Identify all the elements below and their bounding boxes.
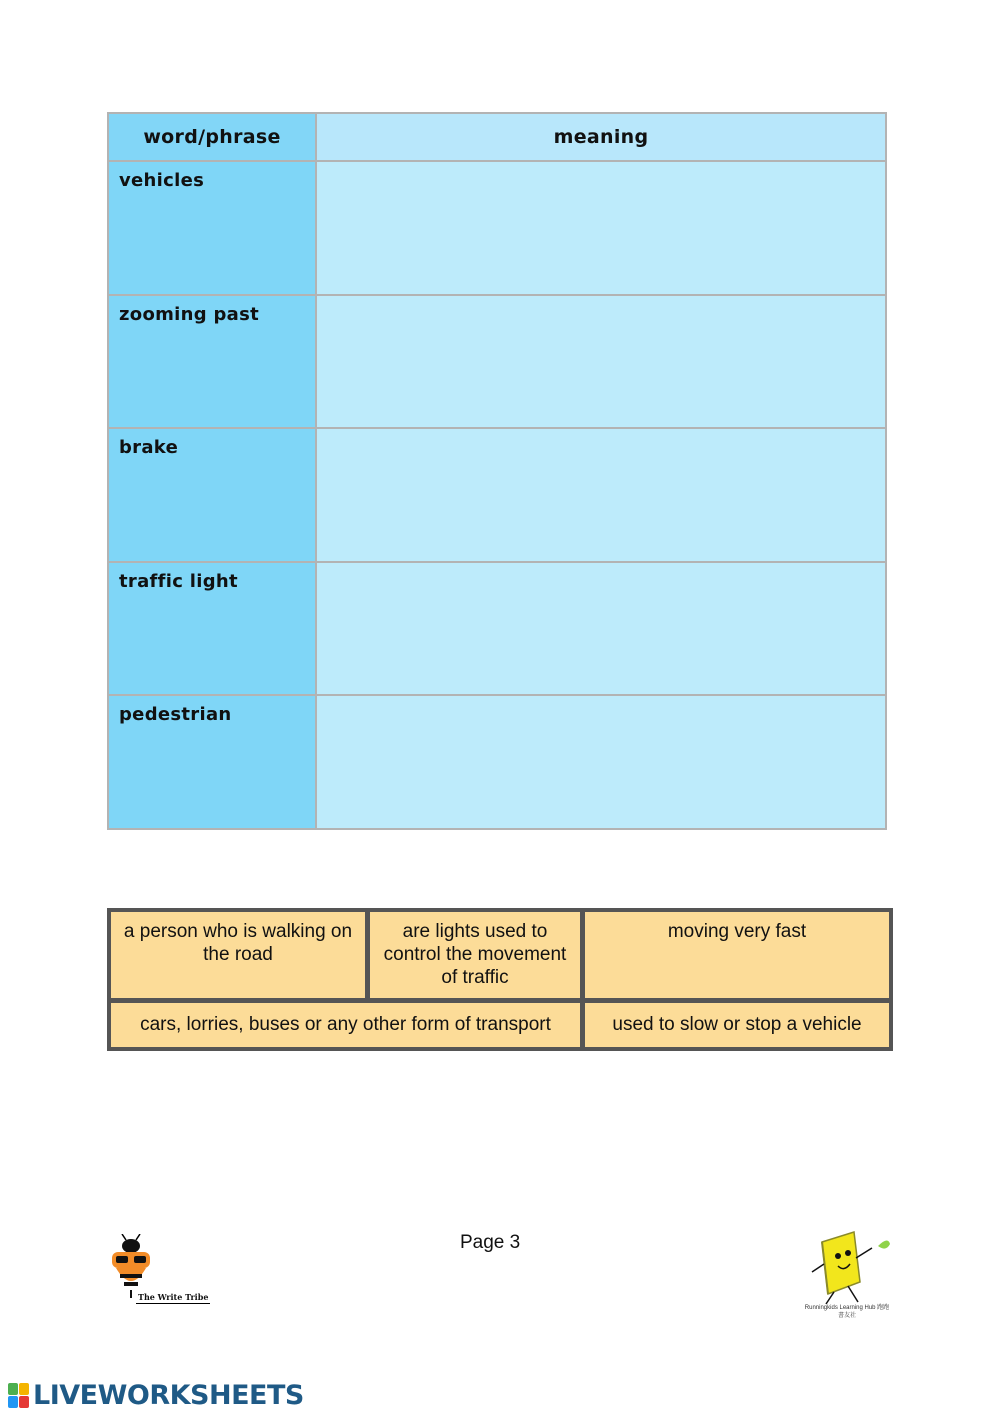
definition-card[interactable]: used to slow or stop a vehicle [585, 1003, 889, 1047]
runningkids-logo-text: Runningkids Learning Hub 跑跑書友社 [804, 1305, 890, 1319]
answer-zooming-past-dropzone[interactable] [317, 296, 885, 428]
liveworksheets-logo [8, 1380, 304, 1411]
answer-traffic-light-dropzone[interactable] [317, 563, 885, 695]
word-traffic-light: traffic light [109, 563, 315, 695]
liveworksheets-wordmark: LIVEWORKSHEETS [33, 1380, 304, 1411]
answer-pedestrian-dropzone[interactable] [317, 696, 885, 828]
definition-card[interactable]: are lights used to control the movement of traffic [370, 912, 580, 998]
header-meaning: meaning [317, 114, 885, 160]
word-zooming-past: zooming past [109, 296, 315, 428]
vocabulary-table [107, 112, 887, 830]
definitions-bank [107, 908, 893, 1051]
write-tribe-logo-text: The Write Tribe [138, 1292, 209, 1302]
page-number: Page 3 [460, 1232, 521, 1253]
header-word-phrase: word/phrase [109, 114, 315, 160]
definition-card[interactable]: a person who is walking on the road [111, 912, 365, 998]
word-pedestrian: pedestrian [109, 696, 315, 828]
liveworksheets-blocks-icon [8, 1383, 30, 1409]
answer-vehicles-dropzone[interactable] [317, 162, 885, 294]
definition-card[interactable]: moving very fast [585, 912, 889, 998]
definition-card[interactable]: cars, lorries, buses or any other form of transport [111, 1003, 580, 1047]
answer-brake-dropzone[interactable] [317, 429, 885, 561]
running-book-mascot-icon [802, 1228, 894, 1308]
word-brake: brake [109, 429, 315, 561]
word-vehicles: vehicles [109, 162, 315, 294]
